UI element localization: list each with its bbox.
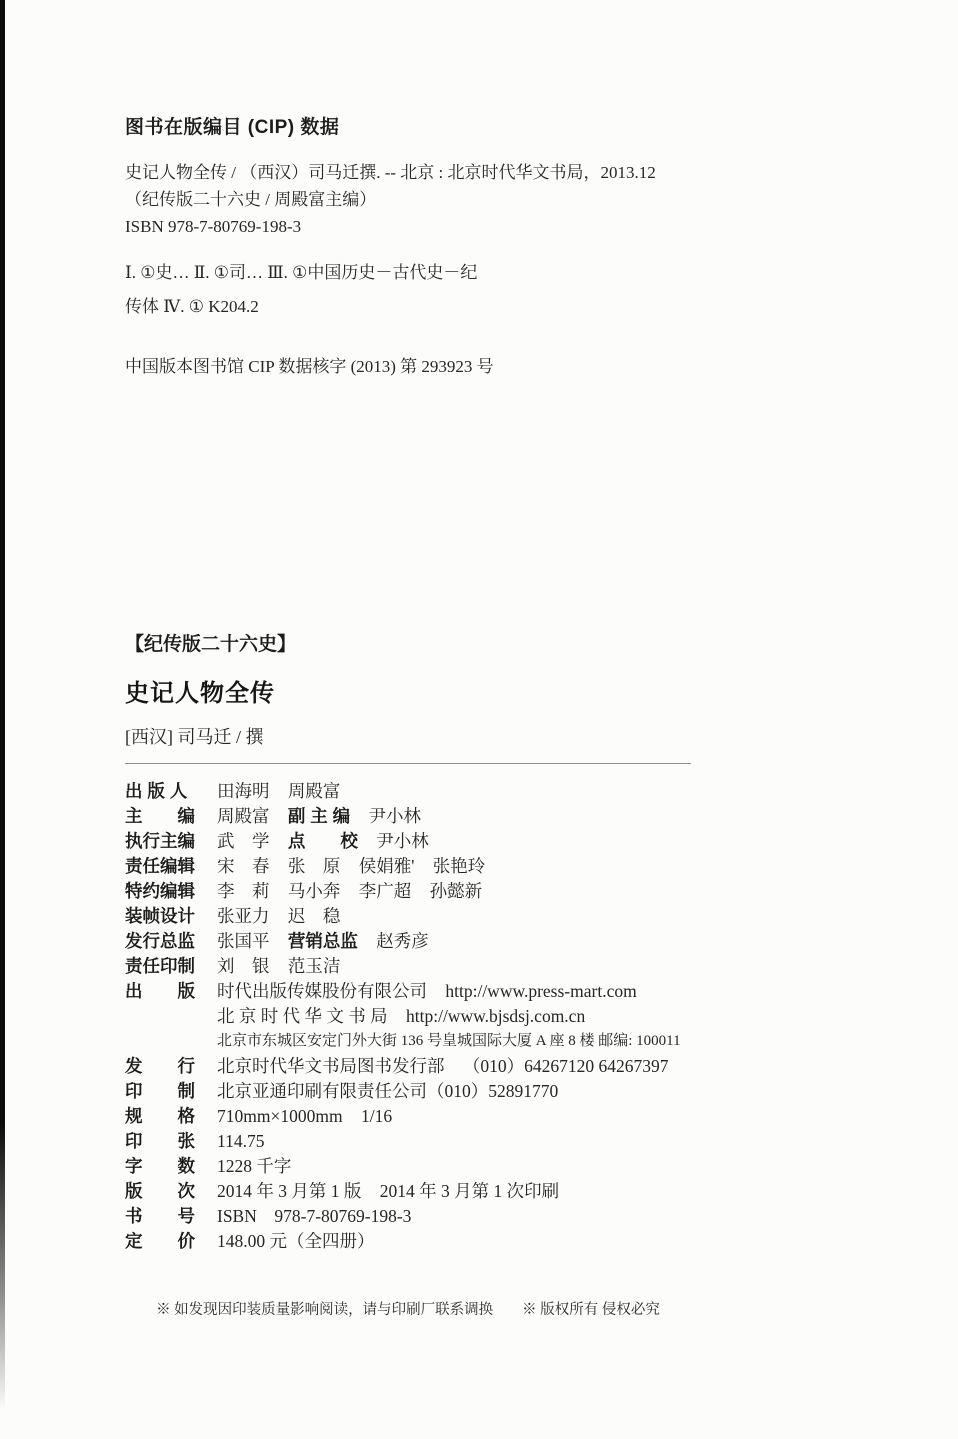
colophon-row-label: 定 价 [125, 1231, 195, 1251]
colophon-value-segment: 李 莉 [217, 881, 270, 901]
colophon-row [125, 1004, 691, 1029]
cip-classification-line: Ⅰ. ①史… Ⅱ. ①司… Ⅲ. ①中国历史－古代史－纪 [125, 263, 478, 282]
colophon-row [125, 1179, 691, 1204]
cip-isbn-line: ISBN 978-7-80769-198-3 [125, 217, 302, 236]
colophon-row [125, 979, 691, 1004]
colophon-row [125, 929, 691, 954]
colophon-value-segment: 宋 春 [217, 856, 270, 876]
colophon-row [125, 1054, 691, 1079]
colophon-row-label: 印 张 [125, 1131, 195, 1151]
colophon-row-value [217, 1054, 669, 1079]
colophon-inline-label: 营销总监 [287, 931, 358, 951]
colophon-value-segment: 北京时代华文书局图书发行部 [217, 1056, 445, 1076]
cip-series-line: （纪传版二十六史 / 周殿富主编） [125, 190, 377, 209]
cip-header: 图书在版编目 (CIP) 数据 [125, 117, 340, 138]
colophon-value-segment: 北 京 时 代 华 文 书 局 [217, 1006, 388, 1026]
colophon-row [125, 954, 691, 979]
colophon-row-value [217, 779, 340, 804]
colophon-row-value [217, 954, 340, 979]
colophon-row-value [217, 804, 421, 829]
colophon-value-segment: 张艳玲 [432, 856, 486, 876]
colophon-value-segment: 赵秀彦 [376, 931, 429, 951]
cip-description-block [125, 159, 691, 240]
colophon-row [125, 879, 691, 904]
colophon-value-segment: http://www.bjsdsj.com.cn [406, 1006, 586, 1026]
colophon-value-segment: 北京市东城区安定门外大街 136 号皇城国际大厦 A 座 8 楼 邮编: 100011 [217, 1033, 681, 1049]
colophon-value-segment: 张国平 [217, 931, 270, 951]
colophon-value-segment: 马小奔 [287, 881, 341, 901]
colophon-value-segment: 710mm×1000mm [217, 1106, 343, 1126]
series-tag: 【纪传版二十六史】 [125, 634, 297, 655]
colophon-row-value [217, 854, 485, 879]
colophon-row-value [217, 1229, 375, 1254]
colophon-value-segment: 尹小林 [368, 806, 421, 826]
colophon-value-segment: 时代出版传媒股份有限公司 [217, 981, 427, 1001]
cip-record-number: 中国版本图书馆 CIP 数据核字 (2013) 第 293923 号 [125, 357, 494, 376]
colophon-row [125, 1079, 691, 1104]
colophon-row-value [217, 829, 429, 854]
colophon-value-segment: 2014 年 3 月第 1 次印刷 [379, 1181, 560, 1201]
colophon-row-value [217, 1204, 411, 1229]
colophon-value-segment: 孙懿新 [429, 881, 483, 901]
colophon-row-label: 主 编 [125, 806, 195, 826]
colophon-row [125, 829, 691, 854]
colophon-row-label: 特约编辑 [125, 881, 195, 901]
colophon-row-value [217, 1129, 264, 1154]
colophon-value-segment: （010）64267120 64267397 [462, 1056, 669, 1076]
colophon-row [125, 854, 691, 879]
colophon-row-label: 版 次 [125, 1181, 195, 1201]
colophon-row [125, 1029, 691, 1054]
colophon-row-label: 发 行 [125, 1056, 195, 1076]
colophon-value-segment: 范玉洁 [287, 956, 341, 976]
colophon-row-label: 出 版 人 [125, 781, 188, 801]
colophon-row-label: 装帧设计 [125, 906, 195, 926]
colophon-value-segment: 侯娟雅' [358, 856, 415, 876]
colophon-row-label: 责任编辑 [125, 856, 195, 876]
colophon-inline-label: 副 主 编 [287, 806, 351, 826]
colophon-row-value [217, 929, 429, 954]
colophon-row-value [217, 1179, 559, 1204]
colophon-row-label: 出 版 [125, 981, 195, 1001]
colophon-row-value [217, 1029, 681, 1054]
colophon-value-segment: 1/16 [360, 1106, 393, 1126]
colophon-row-value [217, 1004, 585, 1029]
colophon-row [125, 1204, 691, 1229]
colophon-row-label: 印 制 [125, 1081, 195, 1101]
colophon-row-label: 责任印制 [125, 956, 195, 976]
cip-classification-line: 传体 Ⅳ. ① K204.2 [125, 297, 259, 316]
colophon-row-value [217, 1079, 558, 1104]
colophon-value-segment: 田海明 [217, 781, 270, 801]
colophon-row-label: 发行总监 [125, 931, 195, 951]
colophon-row-value [217, 879, 482, 904]
colophon-row-label: 书 号 [125, 1206, 195, 1226]
cip-description-line: 史记人物全传 / （西汉）司马迁撰. -- 北京 : 北京时代华文书局，2013.12 [125, 163, 656, 182]
divider-rule [125, 763, 691, 764]
colophon-value-segment: 刘 银 [217, 956, 270, 976]
colophon-value-segment: 2014 年 3 月第 1 版 [217, 1181, 362, 1201]
colophon-row [125, 1229, 691, 1254]
author-line: [西汉] 司马迁 / 撰 [125, 727, 264, 747]
colophon-value-segment: 114.75 [217, 1131, 265, 1151]
colophon-row-value [217, 1104, 392, 1129]
colophon-row-value [217, 1154, 291, 1179]
colophon-row [125, 1104, 691, 1129]
colophon-value-segment: 武 学 [217, 831, 270, 851]
colophon-row [125, 1154, 691, 1179]
colophon-inline-label: 点 校 [287, 831, 358, 851]
colophon-value-segment: 1228 千字 [217, 1156, 292, 1176]
colophon-value-segment: 李广超 [358, 881, 412, 901]
colophon-value-segment: http://www.press-mart.com [445, 981, 637, 1001]
colophon-row-value [217, 979, 637, 1004]
colophon-value-segment: 迟 稳 [287, 906, 341, 926]
colophon-table [125, 779, 691, 1254]
colophon-row [125, 779, 691, 804]
colophon-value-segment: 北京亚通印刷有限责任公司（010）52891770 [217, 1081, 559, 1101]
footer-note: ※ 如发现因印装质量影响阅读，请与印刷厂联系调换 ※ 版权所有 侵权必究 [156, 1302, 660, 1318]
colophon-row [125, 904, 691, 929]
colophon-row-value [217, 904, 340, 929]
colophon-value-segment: 周殿富 [217, 806, 270, 826]
colophon-row-label: 执行主编 [125, 831, 195, 851]
colophon-row [125, 804, 691, 829]
colophon-value-segment: 张亚力 [217, 906, 270, 926]
cip-classification-block [125, 256, 691, 324]
colophon-value-segment: 尹小林 [376, 831, 429, 851]
colophon-row [125, 1129, 691, 1154]
book-title: 史记人物全传 [125, 680, 275, 707]
colophon-value-segment: 张 原 [287, 856, 341, 876]
colophon-row-label: 规 格 [125, 1106, 195, 1126]
scan-edge-shadow [0, 0, 5, 1439]
page-content [125, 0, 691, 1319]
colophon-value-segment: 148.00 元（全四册） [217, 1231, 375, 1251]
colophon-value-segment: 周殿富 [287, 781, 341, 801]
colophon-value-segment: ISBN 978-7-80769-198-3 [217, 1206, 412, 1226]
colophon-row-label: 字 数 [125, 1156, 195, 1176]
